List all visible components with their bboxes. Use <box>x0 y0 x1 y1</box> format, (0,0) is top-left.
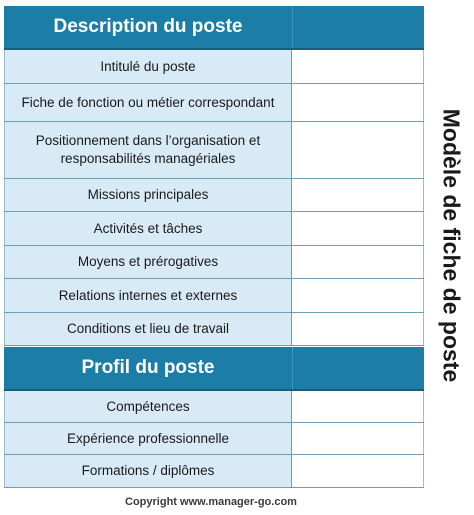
table-row <box>4 423 424 455</box>
table-row <box>4 455 424 488</box>
section-header <box>4 347 424 391</box>
row-label: Missions principales <box>4 179 292 211</box>
section-header-blank <box>292 6 424 48</box>
row-value-cell[interactable] <box>292 455 424 487</box>
section-title: Description du poste <box>53 16 243 37</box>
side-title <box>434 86 468 404</box>
section-header-blank <box>292 347 424 389</box>
row-label: Expérience professionnelle <box>4 423 292 454</box>
row-label: Moyens et prérogatives <box>4 246 292 278</box>
table-row <box>4 246 424 279</box>
row-value-cell[interactable] <box>292 279 424 312</box>
row-value-cell[interactable] <box>292 122 424 178</box>
table-row <box>4 50 424 84</box>
row-value-cell[interactable] <box>292 313 424 345</box>
row-value-cell[interactable] <box>292 50 424 83</box>
row-label: Positionnement dans l’organisation et responsabilités managériales <box>4 122 292 178</box>
table-row <box>4 212 424 246</box>
row-value-cell[interactable] <box>292 423 424 454</box>
row-value-cell[interactable] <box>292 212 424 245</box>
row-label: Conditions et lieu de travail <box>4 313 292 345</box>
row-value-cell[interactable] <box>292 246 424 278</box>
table-row <box>4 179 424 212</box>
row-value-cell[interactable] <box>292 84 424 121</box>
side-title-text: Modèle de fiche de poste <box>438 108 465 382</box>
row-label: Intitulé du poste <box>4 50 292 83</box>
table-row <box>4 391 424 423</box>
row-label: Relations internes et externes <box>4 279 292 312</box>
description-table <box>4 6 424 346</box>
row-label: Fiche de fonction ou métier correspondant <box>4 84 292 121</box>
table-row <box>4 313 424 346</box>
row-label: Compétences <box>4 391 292 422</box>
section-title: Profil du poste <box>81 357 215 378</box>
table-row <box>4 84 424 122</box>
section-header <box>4 6 424 50</box>
row-label: Activités et tâches <box>4 212 292 245</box>
table-row <box>4 122 424 179</box>
row-label: Formations / diplômes <box>4 455 292 487</box>
profile-table <box>4 347 424 488</box>
row-value-cell[interactable] <box>292 391 424 422</box>
table-row <box>4 279 424 313</box>
row-value-cell[interactable] <box>292 179 424 211</box>
copyright-text: Copyright www.manager-go.com <box>125 496 297 508</box>
